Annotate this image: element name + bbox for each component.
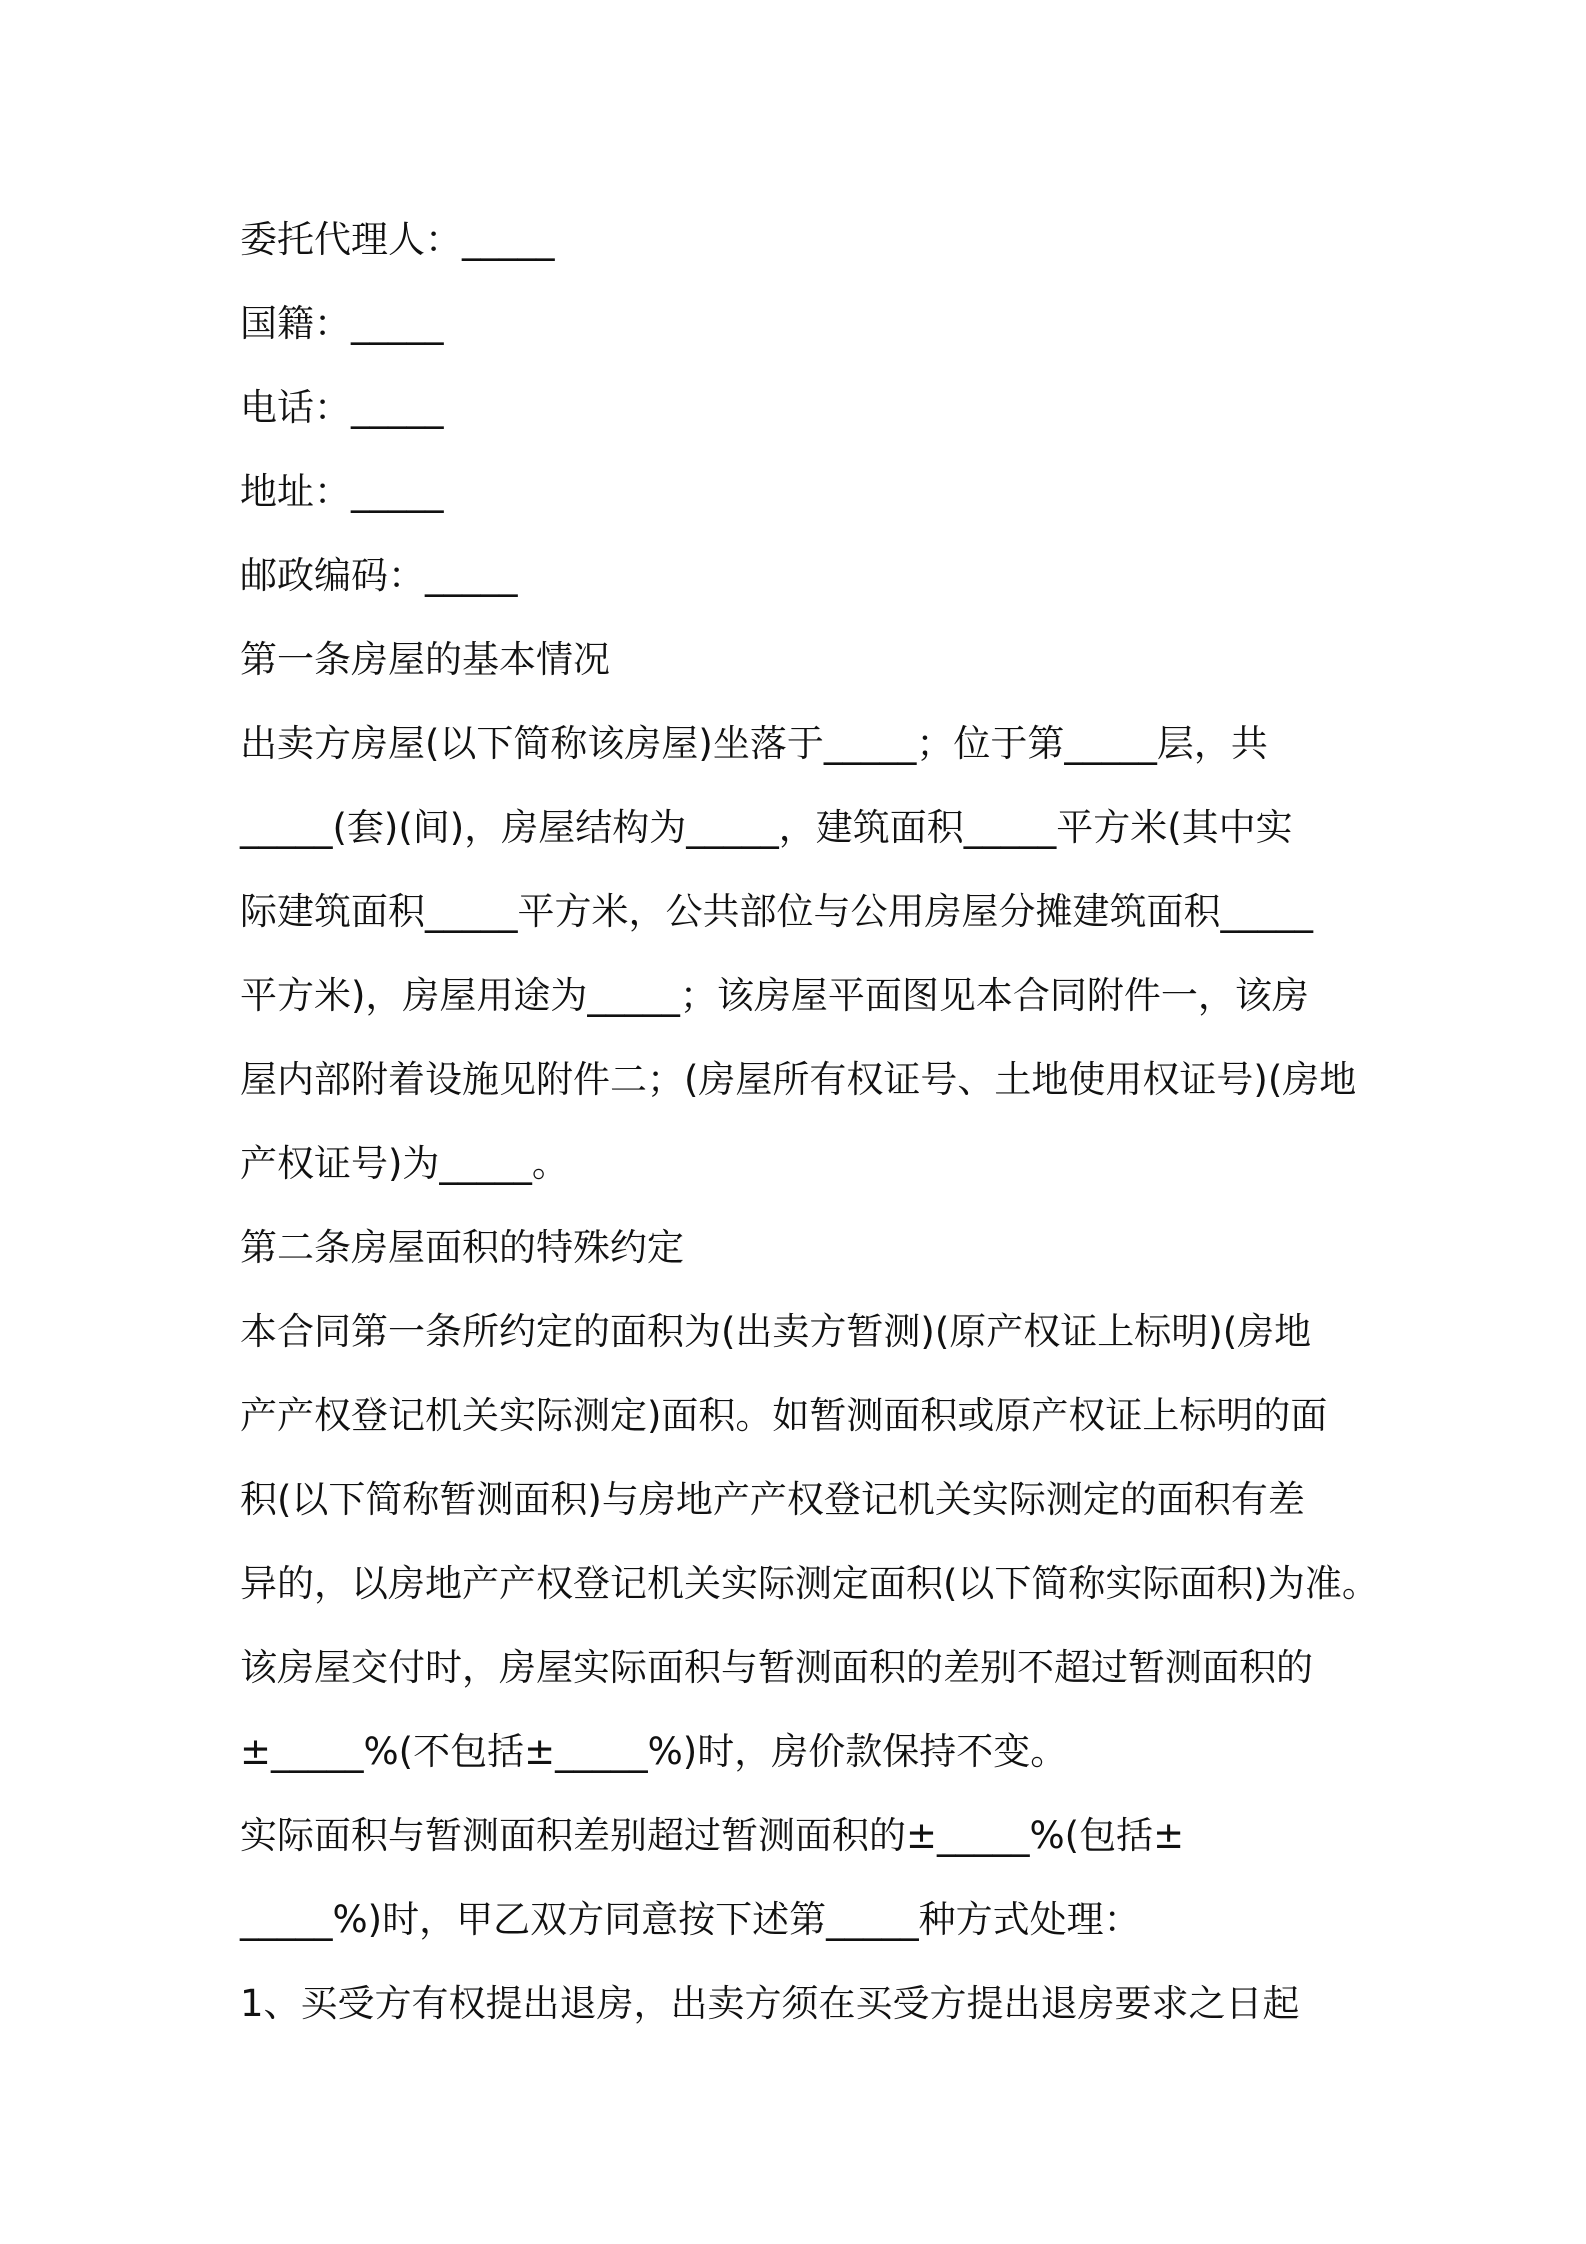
- agent-line: 委托代理人：_____: [240, 218, 555, 261]
- document-body: [240, 198, 1390, 2046]
- article-1-text-line: 平方米)，房屋用途为_____；该房屋平面图见本合同附件一，该房: [240, 974, 1309, 1017]
- article-1-heading: 第一条房屋的基本情况: [240, 638, 610, 681]
- address-line: 地址：_____: [240, 470, 444, 513]
- article-1-text-line: 出卖方房屋(以下简称该房屋)坐落于_____；位于第_____层，共: [240, 722, 1268, 765]
- article-1-text-line: _____(套)(间)，房屋结构为_____，建筑面积_____平方米(其中实: [240, 806, 1293, 849]
- article-2-text-line: 本合同第一条所约定的面积为(出卖方暂测)(原产权证上标明)(房地: [240, 1310, 1312, 1353]
- article-2-text-line: ±_____%(不包括±_____%)时，房价款保持不变。: [240, 1730, 1068, 1773]
- phone-line: 电话：_____: [240, 386, 444, 429]
- article-1-text-line: 际建筑面积_____平方米，公共部位与公用房屋分摊建筑面积_____: [240, 890, 1313, 933]
- article-2-text-line: 积(以下简称暂测面积)与房地产产权登记机关实际测定的面积有差: [240, 1478, 1305, 1521]
- article-2-text-line: 实际面积与暂测面积差别超过暂测面积的±_____%(包括±: [240, 1814, 1185, 1857]
- article-2-heading: 第二条房屋面积的特殊约定: [240, 1226, 684, 1269]
- article-2-text-line: 该房屋交付时，房屋实际面积与暂测面积的差别不超过暂测面积的: [240, 1646, 1313, 1689]
- postcode-line: 邮政编码：_____: [240, 554, 518, 597]
- article-2-text-line: 异的，以房地产产权登记机关实际测定面积(以下简称实际面积)为准。: [240, 1562, 1379, 1605]
- clause-1-line: 1、买受方有权提出退房，出卖方须在买受方提出退房要求之日起: [240, 1982, 1300, 2025]
- nationality-line: 国籍：_____: [240, 302, 444, 345]
- article-1-text-line: 产权证号)为_____。: [240, 1142, 569, 1185]
- article-2-text-line: _____%)时，甲乙双方同意按下述第_____种方式处理：: [240, 1898, 1141, 1941]
- article-1-text-line: 屋内部附着设施见附件二；(房屋所有权证号、土地使用权证号)(房地: [240, 1058, 1357, 1101]
- article-2-text-line: 产产权登记机关实际测定)面积。如暂测面积或原产权证上标明的面: [240, 1394, 1328, 1437]
